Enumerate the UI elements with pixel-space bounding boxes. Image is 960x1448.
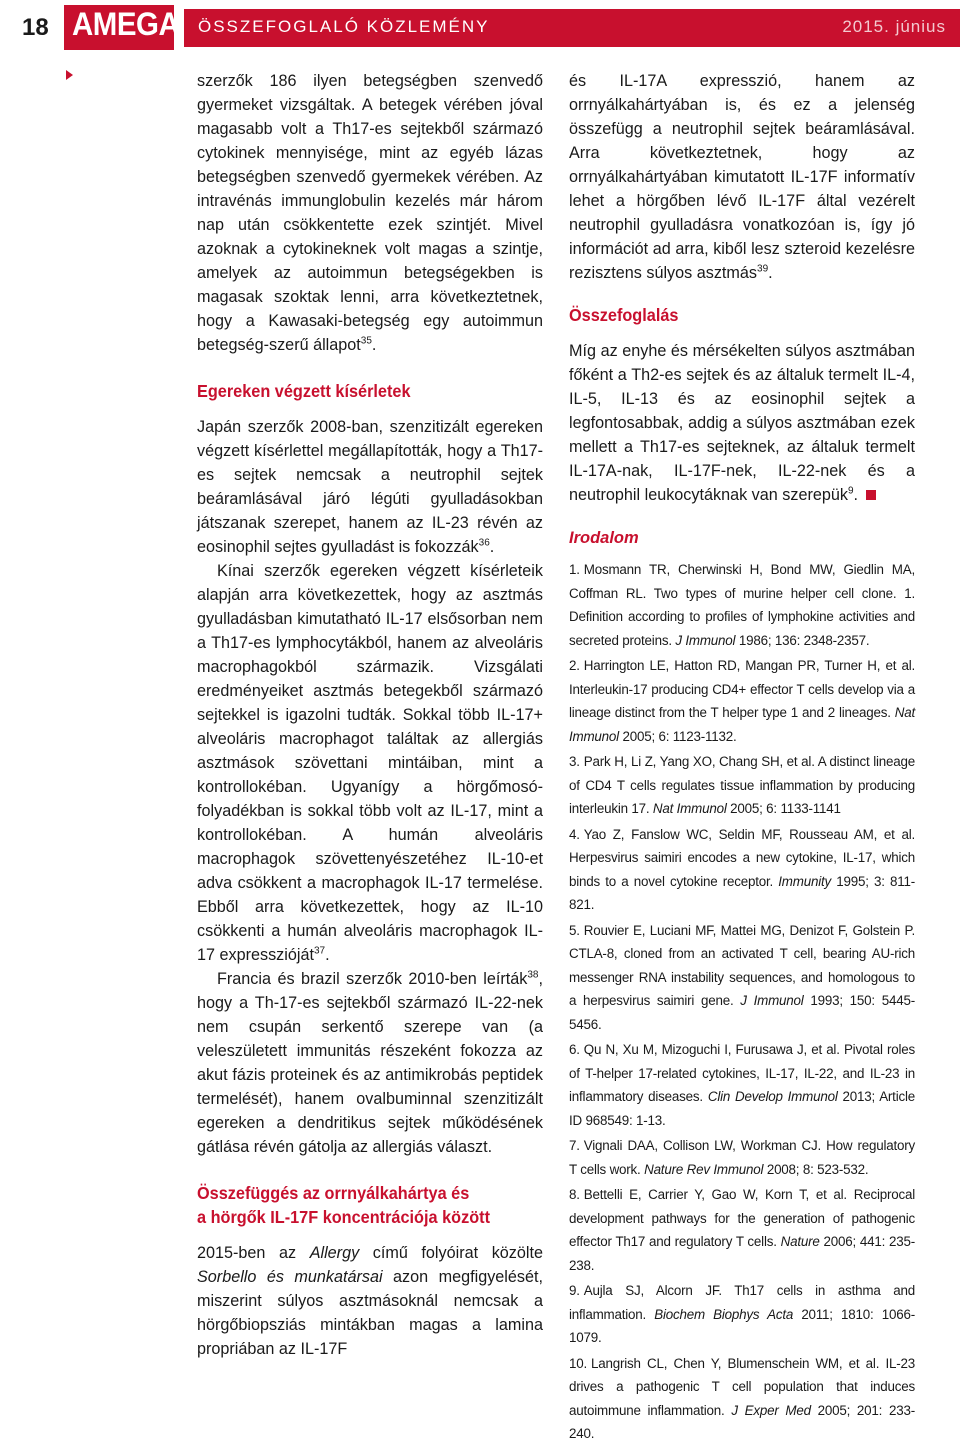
paragraph-francia [197, 967, 543, 1159]
paragraph-end: . [853, 486, 859, 504]
citation-ref: 36 [478, 537, 490, 549]
heading-osszefoglalas: Összefoglalás [569, 305, 679, 325]
reference-text: Rouvier E, Luciani MF, Mattei MG, Denizot F, Golstein P. CTLA-8, cloned from an activated T cell, bearing AU-rich messenger RNA instability sequences, and homologous to a herpesvirus saimiri gene. [569, 922, 915, 1008]
reference-number: 2. [569, 658, 580, 673]
reference-number: 6. [569, 1042, 580, 1057]
paragraph-text: 2015-ben az [197, 1244, 310, 1262]
reference-item [569, 1038, 915, 1132]
reference-details: 2005; 6: 1123-1132. [618, 728, 737, 744]
heading-irodalom: Irodalom [569, 529, 639, 547]
reference-item [569, 919, 915, 1037]
reference-text: Harrington LE, Hatton RD, Mangan PR, Turner H, et al. Interleukin-17 producing CD4+ effector T cells develop via a lineage distinct from the T helper type 1 and 2 lineages. [569, 658, 915, 720]
reference-item [569, 1134, 915, 1181]
reference-journal: Nat Immunol [569, 705, 915, 744]
page-number: 18 [22, 14, 49, 41]
citation-ref: 35 [360, 335, 372, 347]
paragraph-text: és IL-17A expresszió, hanem az orrnyálkahártyában is, és ez a jelenség összefügg a neutrophil sejtek beáramlásával. Arra következtetnek, hogy az orrnyálkahártyában kimutatott IL-17F informatív lehet a hörgőben lévő IL-17F által vezérelt neutrophil gyulladásra vonatkozóan is, így jó információt ad arra, kiből lesz szteroid kezelésre rezisztens súlyos asztmás [569, 72, 915, 282]
reference-item [569, 1183, 915, 1277]
reference-item [569, 823, 915, 917]
reference-item [569, 1279, 915, 1350]
reference-details: 2006; 441: 235-238. [569, 1234, 915, 1273]
reference-number: 8. [569, 1187, 580, 1202]
reference-journal: J Immunol [675, 632, 736, 648]
reference-journal: Nat Immunol [652, 801, 727, 816]
reference-text: Qu N, Xu M, Mizoguchi I, Furusawa J, et al. Pivotal roles of T-helper 17-related cytokines, IL-17, IL-22, and IL-23 in inflammatory diseases. [569, 1042, 915, 1104]
section-title: ÖSSZEFOGLALÓ KÖZLEMÉNY [198, 17, 490, 36]
reference-item [569, 750, 915, 821]
reference-details: 1993; 150: 5445-5456. [569, 993, 915, 1032]
reference-number: 7. [569, 1138, 580, 1153]
reference-list [569, 558, 915, 1446]
reference-item [569, 654, 915, 748]
reference-number: 1. [569, 562, 580, 577]
reference-journal: Immunity [778, 873, 831, 889]
author-name: Sorbello és munkatársai [197, 1268, 383, 1286]
page-header [0, 0, 960, 56]
reference-text: Langrish CL, Chen Y, Blumenschein WM, et al. IL-23 drives a pathogenic T cell population that induces autoimmune inflammation. [569, 1355, 915, 1418]
reference-details: 2013; Article ID 968549: 1-13. [569, 1089, 915, 1128]
reference-journal: Nature [780, 1234, 820, 1249]
paragraph-text: Japán szerzők 2008-ban, szenzitizált egereken végzett kísérlettel megállapították, hogy a Th17-es sejtek nemcsak a neutrophil sejtek beáramlásával járó légúti gyulladásokban játszanak szerepet, hanem az IL-23 révén az eosinophil sejtes gyulladást is fokozzák [197, 418, 543, 556]
reference-number: 4. [569, 826, 580, 842]
amega-logo [64, 5, 180, 50]
reference-number: 9. [569, 1283, 580, 1298]
left-column [197, 69, 543, 1361]
reference-details: 2011; 1810: 1066-1079. [569, 1306, 915, 1345]
reference-journal: J Immunol [740, 993, 804, 1008]
paragraph-kawasaki [197, 69, 543, 357]
paragraph-text: című folyóirat közölte [359, 1244, 543, 1262]
reference-number: 10. [569, 1355, 588, 1371]
heading-line-2: a hörgők IL-17F koncentrációja között [197, 1207, 491, 1227]
logo-text: AMEGA [72, 6, 180, 42]
paragraph-text: Francia és brazil szerzők 2010-ben leírták [217, 970, 528, 988]
paragraph-text: Kínai szerzők egereken végzett kísérleteik alapján arra következettek, hogy az asztmás gyulladásban kimutatható IL-17 elsősorban nem a Th17-es lymphocytákból, hanem az alveoláris macrophagokból származik. Vizsgálati eredményeiket asztmás betegekből származó sejtekkel is igazolni tudták. Sokkal több IL-17+ alveoláris macrophagot találtak az allergiás asztmások szövettani mintáiban, mint a kontrollokéban. Ugyanígy a hörgőmosó-folyadékban is sokkal több volt az IL-17, mint a kontrollokéban. A humán alveoláris macrophagok szövettenyészetéhez IL-10-et adva csökkent a macrophagok IL-17 termelése. Ebből arra következettek, hogy az IL-10 csökkenti a humán alveoláris macrophagok IL-17 expresszióját [197, 562, 543, 964]
citation-ref: 37 [313, 945, 326, 957]
reference-text: Park H, Li Z, Yang XO, Chang SH, et al. A distinct lineage of CD4 T cells regulates tissue inflammation by producing interleukin 17. [569, 754, 915, 816]
reference-text: Yao Z, Fanslow WC, Seldin MF, Rousseau AM, et al. Herpesvirus saimiri encodes a new cytokine, IL-17, which binds to a novel cytokine receptor. [569, 826, 915, 889]
issue-date: 2015. június [842, 17, 946, 36]
reference-text: Vignali DAA, Collison LW, Workman CJ. How regulatory T cells work. [569, 1138, 915, 1177]
reference-journal: Nature Rev Immunol [644, 1161, 764, 1177]
reference-number: 3. [569, 754, 580, 769]
reference-journal: Biochem Biophys Acta [654, 1306, 794, 1322]
paragraph-text: szerzők 186 ilyen betegségben szenvedő gyermeket vizsgáltak. A betegek vérében jóval magasabb volt a Th17-es sejtekből származó cytokinek mennyisége, mint az egyéb lázas betegségben szenvedő gyermekek vérében. Az intravénás immunglobulin kezelés már három nap után csökkentette ezek szintjét. Mivel azoknak a cytokineknek volt magas a szintje, amelyek az autoimmun betegségekben is magasak szoktak lenni, arra következtetnek, hogy a Kawasaki-betegség egy autoimmun betegség-szerű állapot [197, 72, 543, 354]
reference-text: Aujla SJ, Alcorn JF. Th17 cells in asthma and inflammation. [569, 1283, 915, 1322]
paragraph-text: Míg az enyhe és mérsékelten súlyos asztmában főként a Th2-es sejtek és az általuk termelt IL-4, IL-5, IL-13 és az eosinophil sejtek a legfontosabbak, addig a súlyos asztmában ezek mellett a Th17-es sejteknek, az általuk termelt IL-17A-nak, IL-17F-nek, IL-22-nek és a neutrophil leukocytáknak van szerepük [569, 342, 915, 504]
reference-journal: J Exper Med [731, 1402, 811, 1418]
arrow-marker-icon [66, 70, 73, 80]
paragraph-japan [197, 415, 543, 559]
heading-line-1: Összefüggés az orrnyálkahártya és [197, 1183, 470, 1203]
reference-item [569, 1352, 915, 1446]
reference-number: 5. [569, 922, 580, 938]
end-of-article-marker [866, 490, 876, 500]
reference-details: 2005; 201: 233-240. [569, 1402, 915, 1441]
citation-ref: 39 [757, 263, 769, 275]
reference-item [569, 558, 915, 652]
paragraph-end: . [371, 336, 377, 354]
paragraph-kinai [197, 559, 543, 967]
paragraph-allergy [197, 1241, 543, 1361]
reference-details: 1995; 3: 811-821. [569, 873, 915, 912]
paragraph-summary [569, 339, 915, 507]
reference-details: 1986; 136: 2348-2357. [735, 632, 870, 648]
right-column [569, 69, 915, 1448]
heading-osszefugges [197, 1181, 519, 1229]
heading-egereken: Egereken végzett kísérletek [197, 381, 411, 401]
journal-name: Allergy [309, 1244, 360, 1262]
citation-ref: 38 [527, 969, 539, 981]
citation-ref: 9 [847, 485, 854, 497]
reference-journal: Clin Develop Immunol [707, 1089, 838, 1104]
paragraph-il17a [569, 69, 915, 285]
paragraph-end: . [768, 264, 773, 282]
header-band [184, 9, 960, 47]
reference-text: Mosmann TR, Cherwinski H, Bond MW, Giedlin MA, Coffman RL. Two types of murine helper cell clone. 1. Definition according to profiles of lymphokine activities and secreted proteins. [569, 562, 915, 648]
reference-text: Bettelli E, Carrier Y, Gao W, Korn T, et al. Reciprocal development pathways for the generation of pathogenic effector Th17 and regulatory T cells. [569, 1187, 915, 1249]
paragraph-end: . [489, 538, 495, 556]
paragraph-text: , hogy a Th-17-es sejtekből származó IL-22-nek nem csupán serkentő szerepe van (a veleszületett immunitás részeként fokozza az akut fázis proteinek és az antimikrobás peptidek termelését), hanem ovalbuminnal szenzitizált egereken a dendritikus sejtek működésének gátlása révén gátolja az allergiás választ. [197, 970, 543, 1156]
paragraph-end: . [325, 946, 330, 964]
paragraph-text: azon megfigyelését, miszerint súlyos asztmásoknál nemcsak a hörgőbiopsziás mintákban magas a lamina propriában az IL-17F [197, 1268, 543, 1358]
reference-details: 2005; 6: 1133-1141 [726, 801, 841, 816]
reference-details: 2008; 8: 523-532. [763, 1161, 869, 1177]
